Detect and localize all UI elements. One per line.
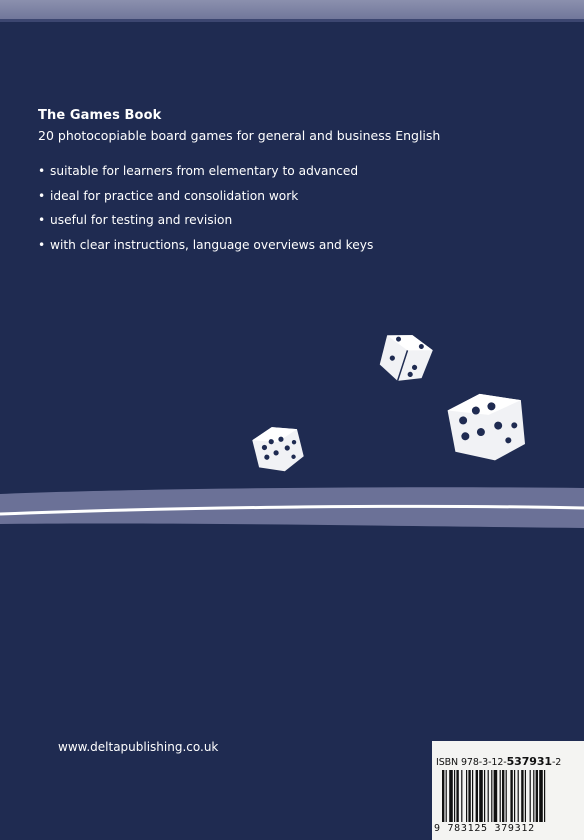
bullet-icon: • bbox=[38, 188, 46, 203]
barcode-icon bbox=[436, 770, 580, 824]
bullet-icon: • bbox=[38, 237, 46, 252]
list-item: • ideal for practice and consolidation work bbox=[38, 188, 299, 203]
bullet-icon: • bbox=[38, 213, 46, 227]
bullet-icon: • bbox=[38, 164, 46, 178]
dice-icon bbox=[375, 328, 435, 388]
list-item: • with clear instructions, language overviews and keys bbox=[38, 237, 374, 252]
barcode-digits: 9 783125 379312 bbox=[434, 823, 535, 834]
book-title: The Games Book bbox=[38, 108, 162, 123]
list-item: • suitable for learners from elementary to advanced bbox=[38, 164, 359, 178]
list-item: • useful for testing and revision bbox=[38, 213, 233, 227]
website-link[interactable]: www.deltapublishing.co.uk bbox=[58, 740, 219, 754]
dice-icon bbox=[446, 388, 529, 466]
dice-icon bbox=[250, 421, 306, 477]
isbn-number: ISBN 978-3-12-537931-2 bbox=[436, 755, 562, 768]
book-subtitle: 20 photocopiable board games for general and business English bbox=[38, 128, 441, 143]
decorative-band bbox=[0, 484, 584, 534]
